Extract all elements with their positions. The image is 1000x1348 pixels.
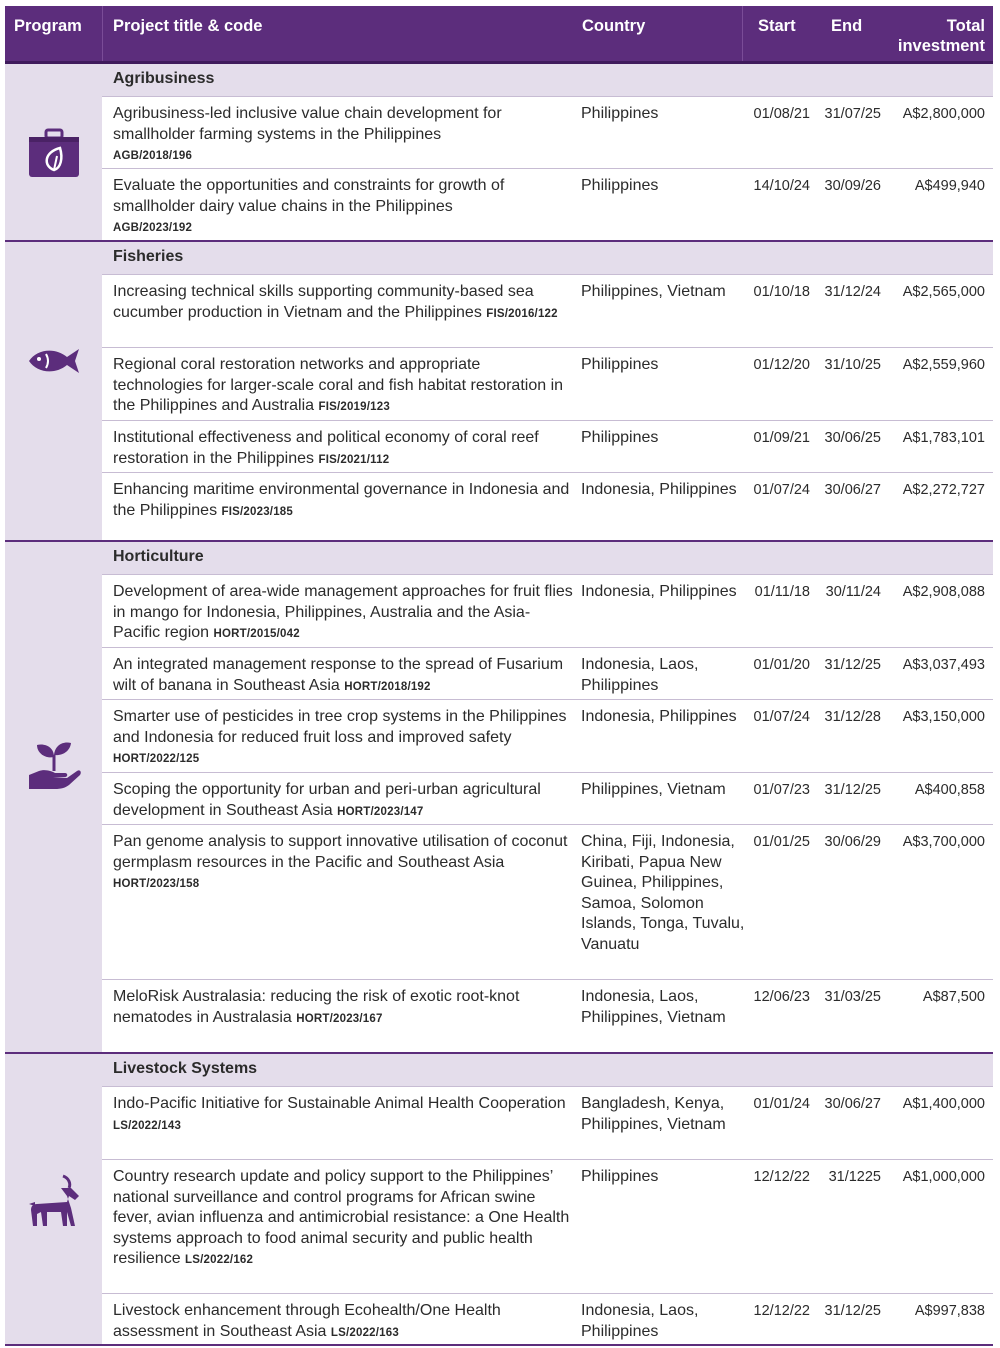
project-country: Indonesia, Philippines <box>581 481 737 498</box>
project-end: 31/03/25 <box>824 989 881 1005</box>
project-investment: A$3,150,000 <box>902 709 985 725</box>
project-code: HORT/2023/167 <box>296 1012 383 1025</box>
table-row <box>102 472 993 541</box>
project-code: AGB/2018/196 <box>113 150 193 162</box>
project-country: Indonesia, Laos, Philippines, Vietnam <box>581 988 726 1026</box>
project-end: 31/12/25 <box>824 782 881 798</box>
goat-icon <box>25 1172 83 1230</box>
project-country: Bangladesh, Kenya, Philippines, Vietnam <box>581 1095 726 1133</box>
program-cell <box>5 64 102 240</box>
project-start: 12/12/22 <box>753 1303 810 1319</box>
project-code: AGB/2023/192 <box>113 222 193 234</box>
project-end: 30/06/27 <box>824 482 881 498</box>
project-end: 31/12/25 <box>824 657 881 673</box>
project-title: Scoping the opportunity for urban and peri-urban agricultural development in Southeast Asia HORT/2023/147 <box>113 781 541 819</box>
project-end: 31/10/25 <box>824 357 881 373</box>
program-band <box>102 64 993 96</box>
section-livestock-systems <box>5 1054 993 1346</box>
header-project: Project title & code <box>113 17 263 35</box>
section-fisheries <box>5 242 993 542</box>
project-country: Philippines <box>581 429 659 446</box>
project-start: 01/07/24 <box>753 709 810 725</box>
project-code: HORT/2015/042 <box>213 628 300 640</box>
project-code: LS/2022/162 <box>185 1254 254 1266</box>
briefcase-leaf-icon <box>25 126 83 184</box>
project-investment: A$87,500 <box>922 989 985 1005</box>
project-investment: A$2,800,000 <box>902 106 985 122</box>
project-start: 01/09/21 <box>753 430 810 446</box>
project-title: Regional coral restoration networks and appropriate technologies for larger-scale coral and fish habitat restoration in the Philippines and Australia FIS/2019/123 <box>113 356 564 414</box>
project-code: HORT/2023/147 <box>337 805 424 818</box>
project-title: Evaluate the opportunities and constraints for growth of smallholder dairy value chains in the Philippines AGB/2023/192 <box>113 177 505 234</box>
project-start: 14/10/24 <box>753 178 810 194</box>
project-country: Philippines <box>581 1168 659 1185</box>
table-row <box>102 824 993 980</box>
project-start: 01/07/24 <box>753 482 810 498</box>
project-investment: A$3,700,000 <box>902 834 985 850</box>
program-band <box>102 1054 993 1086</box>
project-code: FIS/2016/122 <box>486 307 558 320</box>
project-title: Enhancing maritime environmental governance in Indonesia and the Philippines FIS/2023/185 <box>113 481 570 519</box>
project-investment: A$2,559,960 <box>902 357 985 373</box>
project-code: FIS/2021/112 <box>318 453 390 466</box>
project-start: 01/07/23 <box>753 782 810 798</box>
program-cell <box>5 1054 102 1344</box>
header-program: Program <box>14 17 82 35</box>
project-end: 31/1225 <box>828 1169 881 1185</box>
project-investment: A$400,858 <box>914 782 985 798</box>
project-code: HORT/2018/192 <box>344 680 431 693</box>
project-country: Indonesia, Philippines <box>581 708 737 725</box>
project-investment: A$1,400,000 <box>902 1096 985 1112</box>
project-start: 01/08/21 <box>753 106 810 122</box>
table-row <box>102 1159 993 1294</box>
header-end: End <box>831 17 863 35</box>
table-row <box>102 347 993 421</box>
project-country: China, Fiji, Indonesia, Kiribati, Papua New Guinea, Philippines, Samoa, Solomon Islands, Tonga, Tuvalu, Vanuatu <box>581 833 745 953</box>
seedling-hand-icon <box>25 737 83 795</box>
project-start: 12/06/23 <box>753 989 810 1005</box>
project-start: 01/01/25 <box>753 834 810 850</box>
project-code: FIS/2019/123 <box>318 401 390 413</box>
project-start: 01/11/18 <box>754 584 810 600</box>
project-title: MeloRisk Australasia: reducing the risk of exotic root-knot nematodes in Australasia HORT/2023/167 <box>113 988 520 1026</box>
table-row <box>102 979 993 1053</box>
project-investment: A$2,272,727 <box>902 482 985 498</box>
project-end: 30/06/27 <box>824 1096 881 1112</box>
project-end: 31/12/28 <box>824 709 881 725</box>
project-investment: A$3,037,493 <box>902 657 985 673</box>
program-band <box>102 242 993 274</box>
project-country: Philippines <box>581 356 659 373</box>
fish-icon <box>25 332 83 390</box>
program-cell <box>5 542 102 1052</box>
project-start: 01/12/20 <box>753 357 810 373</box>
table-row <box>102 647 993 700</box>
project-country: Indonesia, Philippines <box>581 583 737 600</box>
project-investment: A$2,908,088 <box>902 584 985 600</box>
project-title: Livestock enhancement through Ecohealth/One Health assessment in Southeast Asia LS/2022/163 <box>113 1302 501 1340</box>
project-investment: A$499,940 <box>914 178 985 194</box>
program-name: Livestock Systems <box>113 1060 258 1077</box>
project-code: HORT/2023/158 <box>113 878 200 890</box>
project-investment: A$1,783,101 <box>902 430 985 446</box>
project-country: Indonesia, Laos, Philippines <box>581 656 699 694</box>
project-code: HORT/2022/125 <box>113 753 200 765</box>
project-start: 01/10/18 <box>753 284 810 300</box>
table-row <box>102 274 993 348</box>
project-title: Agribusiness-led inclusive value chain development for smallholder farming systems in the Philippines AGB/2018/196 <box>113 105 502 162</box>
project-code: LS/2022/163 <box>330 1326 399 1339</box>
table-row <box>102 420 993 473</box>
header-start: Start <box>758 17 796 35</box>
project-start: 12/12/22 <box>753 1169 810 1185</box>
project-title: Smarter use of pesticides in tree crop systems in the Philippines and Indonesia for reduced fruit loss and improved safety HORT/2022/125 <box>113 708 567 765</box>
project-country: Indonesia, Laos, Philippines <box>581 1302 699 1340</box>
table-row <box>102 1086 993 1160</box>
table-row <box>102 168 993 241</box>
program-name: Horticulture <box>113 548 204 565</box>
table-header <box>5 6 993 64</box>
header-total-investment: Total investment <box>897 17 985 55</box>
project-investment: A$1,000,000 <box>902 1169 985 1185</box>
header-country: Country <box>582 17 646 35</box>
project-code: LS/2022/143 <box>113 1119 182 1132</box>
project-title: Country research update and policy support to the Philippines’ national surveillance and control programs for African swine fever, avian influenza and antimicrobial resistance: a One Health systems approach to food animal security and public health resilience LS/2022/162 <box>113 1168 570 1267</box>
table-row <box>102 699 993 773</box>
table-row <box>102 96 993 169</box>
project-investment: A$2,565,000 <box>902 284 985 300</box>
table-row <box>102 772 993 825</box>
project-end: 31/12/25 <box>824 1303 881 1319</box>
project-end: 30/06/29 <box>824 834 881 850</box>
project-investment: A$997,838 <box>914 1303 985 1319</box>
project-title: Institutional effectiveness and political economy of coral reef restoration in the Philippines FIS/2021/112 <box>113 429 539 467</box>
project-country: Philippines <box>581 177 659 194</box>
program-name: Agribusiness <box>113 70 215 87</box>
project-title: Increasing technical skills supporting community-based sea cucumber production in Vietnam and the Philippines FIS/2016/122 <box>113 283 558 321</box>
section-horticulture <box>5 542 993 1054</box>
project-code: FIS/2023/185 <box>221 505 293 518</box>
project-country: Philippines <box>581 105 659 122</box>
program-cell <box>5 242 102 540</box>
project-country: Philippines, Vietnam <box>581 283 726 300</box>
project-title: Development of area-wide management approaches for fruit flies in mango for Indonesia, Philippines, Australia and the Asia-Pacific region HORT/2015/042 <box>113 583 573 641</box>
project-start: 01/01/24 <box>753 1096 810 1112</box>
projects-table <box>5 6 993 1346</box>
program-band <box>102 542 993 574</box>
project-title: An integrated management response to the spread of Fusarium wilt of banana in Southeast Asia HORT/2018/192 <box>113 656 564 694</box>
program-name: Fisheries <box>113 248 184 265</box>
table-row <box>102 1293 993 1345</box>
project-title: Pan genome analysis to support innovative utilisation of coconut germplasm resources in the Pacific and Southeast Asia HORT/2023/158 <box>113 833 568 890</box>
project-end: 30/06/25 <box>824 430 881 446</box>
project-end: 31/07/25 <box>824 106 881 122</box>
project-country: Philippines, Vietnam <box>581 781 726 798</box>
project-title: Indo-Pacific Initiative for Sustainable Animal Health Cooperation LS/2022/143 <box>113 1095 566 1132</box>
section-agribusiness <box>5 64 993 242</box>
table-row <box>102 574 993 648</box>
project-start: 01/01/20 <box>753 657 810 673</box>
project-end: 30/09/26 <box>824 178 881 194</box>
project-end: 30/11/24 <box>825 584 881 600</box>
project-end: 31/12/24 <box>824 284 881 300</box>
